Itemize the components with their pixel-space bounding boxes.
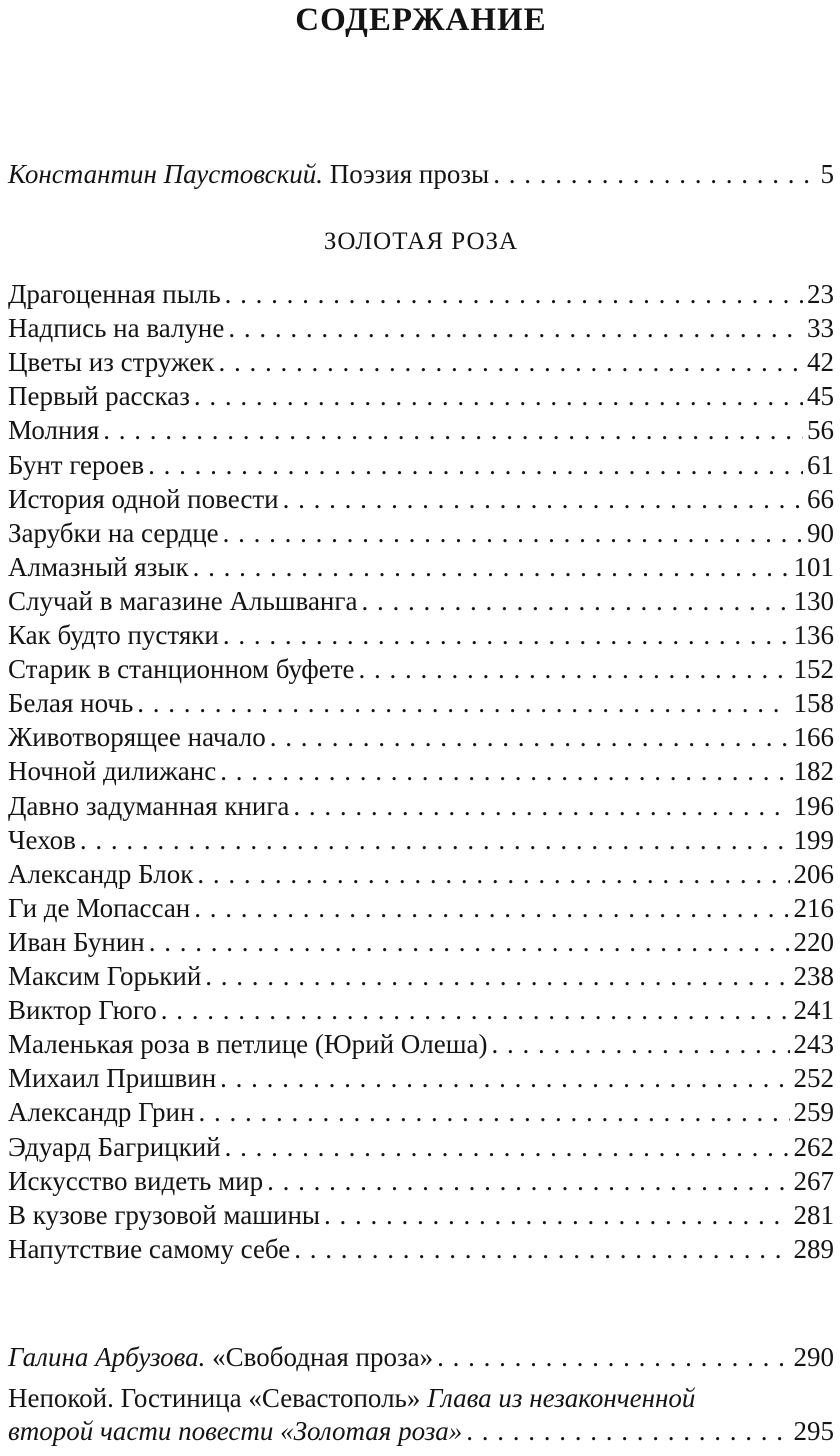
toc-entry-row[interactable] [8,856,834,892]
toc-entry-page: 56 [807,415,834,446]
toc-entry-title: Надпись на валуне [8,313,225,344]
dot-leader [225,1129,790,1165]
dot-leader [194,378,803,414]
toc-entry-row[interactable] [8,924,834,960]
dot-leader [198,1094,789,1130]
toc-entry-page: 152 [793,654,834,685]
toc-page [8,0,834,1456]
toc-entry-page: 101 [793,551,834,582]
dot-leader [359,651,790,687]
toc-entry-page: 262 [793,1131,834,1162]
toc-entry-title: Первый рассказ [8,381,190,412]
toc-entry-title: Цветы из стружек [8,347,215,378]
toc-entry-row[interactable] [8,685,834,721]
dot-leader [270,719,790,755]
toc-entry-page: 196 [793,790,834,821]
toc-entry-page: 238 [793,961,834,991]
dot-leader [194,890,789,926]
toc-entry-row[interactable] [8,447,834,483]
dot-leader [80,822,790,858]
toc-entry-page: 216 [793,892,834,923]
toc-entry-title: Животворящее начало [8,722,266,753]
toc-entry-title: Случай в магазине Альшванга [8,585,358,616]
dot-leader [223,617,790,653]
toc-entry-row[interactable] [8,344,834,380]
toc-entry-title: Бунт героев [8,449,145,480]
toc-entry-title: Маленькая роза в петлице (Юрий Олеша) [8,1029,488,1060]
toc-entry-page: 220 [793,926,834,957]
dot-leader [218,344,803,380]
intro-author: Константин Паустовский. [8,159,323,189]
appendix-title: Непокой. Гостиница «Севастополь» [8,1383,428,1413]
dot-leader [149,924,790,960]
intro-title: Поэзия прозы [322,159,490,189]
dot-leader [220,1060,789,1096]
toc-entry-title: Как будто пустяки [8,620,219,650]
toc-entry-row[interactable] [8,310,834,346]
dot-leader [466,1413,789,1449]
toc-entry-row[interactable] [8,378,834,414]
toc-entry-page: 166 [793,722,834,753]
toc-entry-title: Ночной дилижанс [8,756,217,787]
toc-entry-title: Молния [8,415,100,446]
toc-entry-row[interactable] [8,1163,834,1199]
dot-leader [361,583,789,619]
dot-leader [437,1339,789,1375]
toc-entry-row[interactable] [8,822,834,858]
dot-leader [103,412,803,448]
dot-leader [161,992,790,1028]
toc-entry-row[interactable] [8,1231,834,1267]
toc-entry-page: 42 [807,347,834,378]
toc-entry-page: 243 [793,1029,834,1060]
toc-entry-row[interactable] [8,1197,834,1233]
afterword-page: 290 [793,1342,834,1372]
toc-entry-title: Белая ночь [8,688,134,719]
section-title: ЗОЛОТАЯ РОЗА [323,228,519,255]
toc-entry-title: Напутствие самому себе [8,1233,291,1264]
toc-entry-title: Старик в станционном буфете [8,654,355,685]
toc-entry-title: Давно задуманная книга [8,790,290,821]
toc-entry-row[interactable] [8,481,834,517]
dot-leader [193,549,790,585]
toc-entry-row[interactable] [8,788,834,824]
dot-leader [293,788,789,824]
intro-page: 5 [820,159,834,189]
toc-entry-page: 199 [793,824,834,855]
dot-leader [137,685,789,721]
toc-entry-page: 241 [793,995,834,1026]
toc-entry-page: 66 [807,483,834,514]
dot-leader [267,1163,789,1199]
toc-entry-title: Ги де Мопассан [8,892,191,923]
toc-entry-title: Максим Горький [8,961,202,991]
toc-entry-title: Искусство видеть мир [8,1165,264,1196]
afterword-author: Галина Арбузова. [8,1342,206,1372]
dot-leader [148,447,803,483]
toc-entry-page: 267 [793,1165,834,1196]
toc-entry-row[interactable] [8,1129,834,1165]
toc-entry-title: Иван Бунин [8,926,145,957]
appendix-page: 295 [793,1416,834,1446]
toc-entry-page: 136 [793,620,834,650]
toc-entry-page: 23 [807,279,834,309]
appendix-line1[interactable] [8,1380,834,1416]
toc-entry-row[interactable] [8,719,834,755]
dot-leader [205,958,789,994]
dot-leader [493,156,816,192]
toc-entry-page: 61 [807,449,834,480]
dot-leader [324,1197,789,1233]
toc-entry-page: 259 [793,1097,834,1128]
toc-afterword-row[interactable] [8,1339,834,1375]
toc-entry-row[interactable] [8,1026,834,1062]
toc-entry-page: 33 [807,313,834,344]
toc-entry-row[interactable] [8,890,834,926]
toc-entry-row[interactable] [8,515,834,551]
dot-leader [492,1026,790,1062]
toc-intro-row[interactable] [8,156,834,192]
toc-entry-title: Александр Блок [8,858,194,889]
dot-leader [228,310,803,346]
dot-leader [220,753,789,789]
appendix-subtitle-2: второй части повести «Золотая роза» [8,1416,463,1446]
toc-entry-row[interactable] [8,753,834,789]
toc-entry-row[interactable] [8,1094,834,1130]
toc-entry-page: 45 [807,381,834,412]
toc-entry-title: Виктор Гюго [8,995,157,1026]
toc-entry-title: Алмазный язык [8,551,189,582]
toc-entry-row[interactable] [8,1060,834,1096]
toc-entry-row[interactable] [8,617,834,653]
page-title: СОДЕРЖАНИЕ [295,2,547,38]
toc-entry-title: Эдуард Багрицкий [8,1131,221,1162]
toc-entry-row[interactable] [8,992,834,1028]
toc-entry-page: 206 [793,858,834,889]
toc-entry-title: Драгоценная пыль [8,279,221,309]
toc-entry-row[interactable] [8,549,834,585]
toc-entry-row[interactable] [8,651,834,687]
dot-leader [223,515,803,551]
toc-entry-page: 158 [793,688,834,719]
toc-entry-title: Михаил Пришвин [8,1063,217,1094]
toc-entry-page: 289 [793,1233,834,1264]
dot-leader [197,856,789,892]
toc-entry-title: Александр Грин [8,1097,195,1128]
toc-entry-row[interactable] [8,583,834,619]
toc-entry-page: 252 [793,1063,834,1094]
appendix-subtitle-1: Глава из незаконченной [427,1383,696,1413]
toc-entry-row[interactable] [8,958,834,994]
dot-leader [225,276,803,312]
dot-leader [294,1231,789,1267]
toc-entry-row[interactable] [8,276,834,312]
toc-entry-title: История одной повести [8,483,279,514]
toc-entry-page: 182 [793,756,834,787]
toc-entry-row[interactable] [8,412,834,448]
toc-entry-title: Чехов [8,824,76,855]
toc-entry-page: 130 [793,585,834,616]
toc-entry-page: 90 [807,517,834,548]
appendix-line2[interactable] [8,1413,834,1449]
toc-entry-page: 281 [793,1199,834,1230]
dot-leader [283,481,803,517]
afterword-title: «Свободная проза» [205,1342,434,1372]
toc-entry-title: В кузове грузовой машины [8,1199,321,1230]
toc-entry-title: Зарубки на сердце [8,517,219,548]
